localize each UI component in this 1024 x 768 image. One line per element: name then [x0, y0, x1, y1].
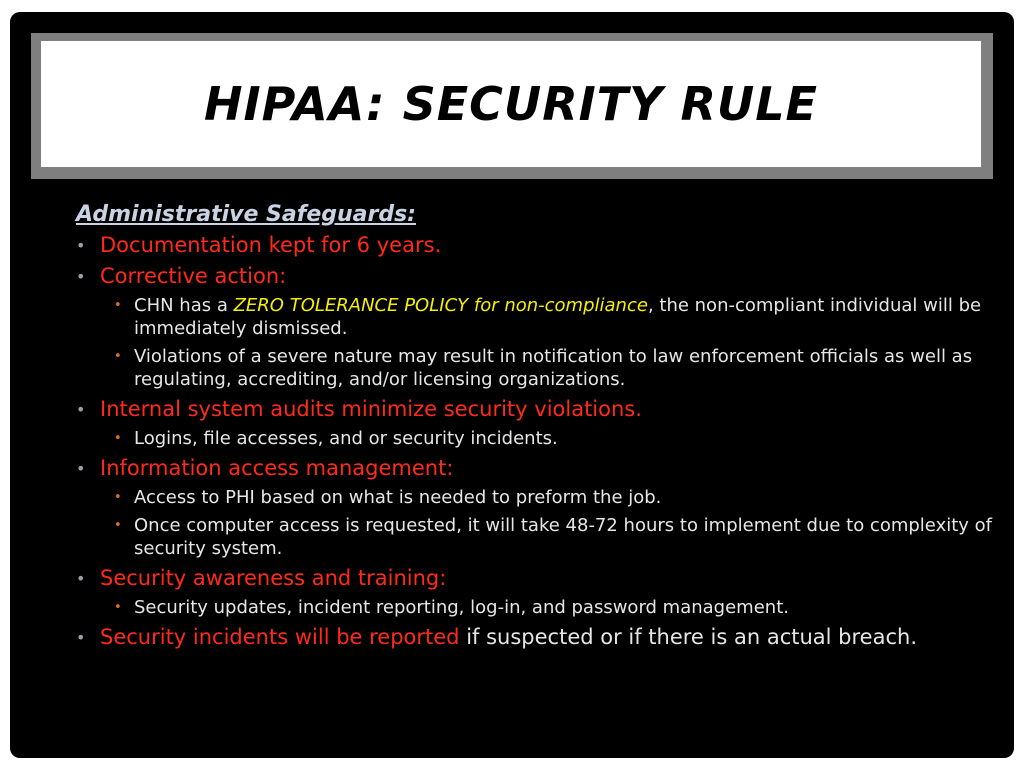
sub-bullet-icon: •	[114, 518, 122, 533]
bullet-text: Access to PHI based on what is needed to preform the job.	[134, 487, 662, 508]
bullet-text: Information access management:	[100, 456, 454, 480]
sub-bullet-phi-access	[70, 486, 1005, 509]
bullet-icon: •	[76, 400, 86, 419]
zero-tolerance-emphasis: ZERO TOLERANCE POLICY for non-compliance	[233, 295, 648, 316]
slide-title: HIPAA: SECURITY RULE	[204, 77, 818, 131]
sub-bullet-logins	[70, 427, 1005, 450]
bullet-text: Once computer access is requested, it will take 48-72 hours to implement due to complexity of security system.	[134, 515, 992, 559]
bullet-list	[70, 232, 1005, 651]
bullet-icon: •	[76, 459, 86, 478]
bullet-internal-audits	[70, 396, 1005, 423]
sub-bullet-security-updates	[70, 596, 1005, 619]
bullet-security-awareness	[70, 565, 1005, 592]
sub-bullet-icon: •	[114, 298, 122, 313]
sub-bullet-icon: •	[114, 349, 122, 364]
bullet-icon: •	[76, 569, 86, 588]
bullet-documentation	[70, 232, 1005, 259]
title-frame	[31, 33, 993, 179]
bullet-text: Security updates, incident reporting, log-in, and password management.	[134, 597, 789, 618]
bullet-text: Documentation kept for 6 years.	[100, 233, 442, 257]
sub-bullet-zero-tolerance	[70, 294, 1005, 340]
sub-bullet-icon: •	[114, 431, 122, 446]
bullet-text: Security awareness and training:	[100, 566, 447, 590]
slide-content	[70, 200, 1005, 655]
zero-tolerance-suffix: , the non-compliant individual will be immediately dismissed.	[134, 295, 982, 339]
section-heading: Administrative Safeguards:	[76, 202, 416, 227]
title-box	[41, 41, 981, 167]
zero-tolerance-prefix: CHN has a	[134, 295, 234, 316]
bullet-text: Logins, file accesses, and or security incidents.	[134, 428, 558, 449]
bullet-icon: •	[76, 236, 86, 255]
bullet-information-access	[70, 455, 1005, 482]
bullet-corrective-action	[70, 263, 1005, 290]
bullet-icon: •	[76, 267, 86, 286]
sub-bullet-icon: •	[114, 600, 122, 615]
security-incidents-red-text: Security incidents will be reported	[100, 625, 460, 649]
bullet-text: Violations of a severe nature may result in notification to law enforcement officials as well as regulating, accrediting, and/or licensing organizations.	[134, 346, 973, 390]
sub-bullet-icon: •	[114, 490, 122, 505]
sub-bullet-computer-access	[70, 514, 1005, 560]
slide	[10, 12, 1014, 758]
bullet-text: Internal system audits minimize security violations.	[100, 397, 642, 421]
bullet-security-incidents	[70, 624, 1005, 651]
bullet-text: Corrective action:	[100, 264, 287, 288]
sub-bullet-violations	[70, 345, 1005, 391]
bullet-icon: •	[76, 628, 86, 647]
security-incidents-rest-text: if suspected or if there is an actual breach.	[459, 625, 917, 649]
